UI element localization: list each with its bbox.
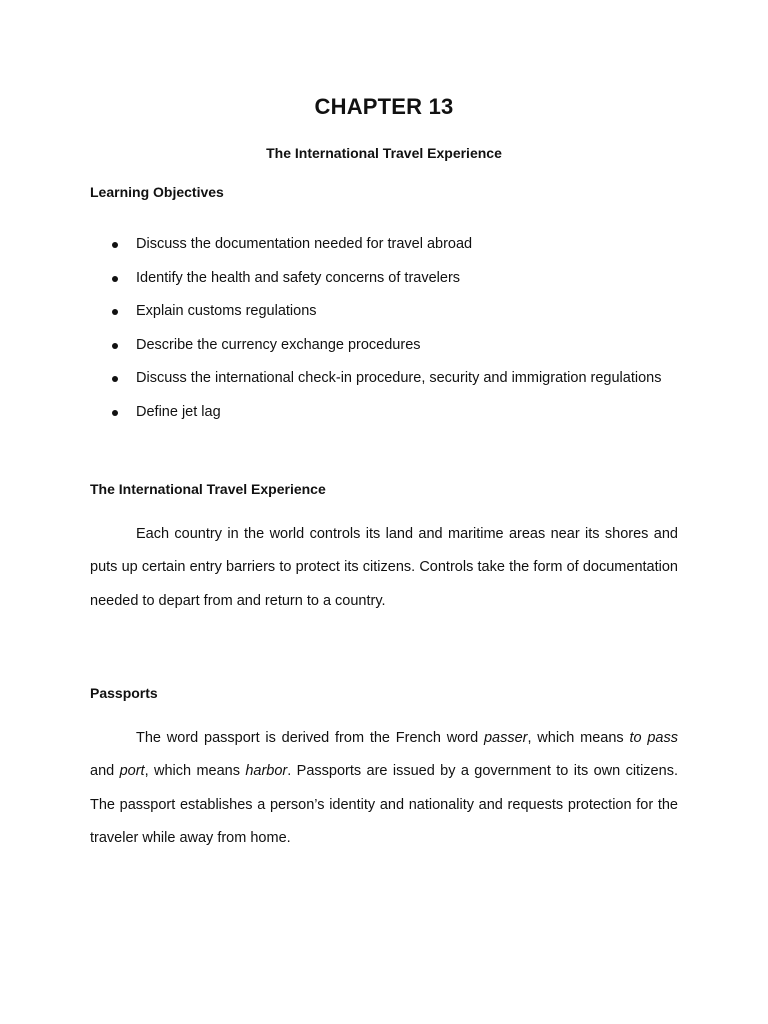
list-item [90,295,678,329]
objectives-heading: Learning Objectives [90,184,224,200]
objective-text: Describe the currency exchange procedures [136,336,421,353]
bullet-icon [112,309,118,315]
section-paragraph-travel-experience: Each country in the world controls its land and maritime areas near its shores and puts up certain entry barriers to protect its citizens. Controls take the form of documentation needed to depart from and return to a country. [90,526,678,609]
bullet-icon [112,376,118,382]
bullet-icon [112,410,118,416]
objective-text: Discuss the documentation needed for travel abroad [136,236,473,252]
chapter-title: CHAPTER 13 [314,94,454,119]
list-item [90,262,678,296]
list-item [90,362,678,396]
objective-text: Identify the health and safety concerns of travelers [136,269,461,286]
italic-term: passer [483,730,528,746]
bullet-icon [112,242,118,248]
bullet-icon [112,343,118,349]
list-item [90,396,678,430]
section-paragraph-passports: The word passport is derived from the French word passer, which means to pass and port, which means harbor. Passports are issued by a government to its own citizens. The passport establishes a person’s identity and nationality and requests protection for the traveler while away from home. [90,730,679,847]
chapter-subtitle: The International Travel Experience [266,145,502,161]
objective-text: Define jet lag [136,403,221,420]
objective-text: Discuss the international check-in procedure, security and immigration regulations [136,370,662,386]
objectives-list [90,228,678,429]
list-item [90,329,678,363]
section-heading-travel-experience: The International Travel Experience [90,481,326,497]
objective-text: Explain customs regulations [136,303,317,319]
list-item [90,228,678,262]
italic-term: port [119,763,145,780]
bullet-icon [112,276,118,282]
section-heading-passports: Passports [90,685,158,701]
italic-term: harbor [245,763,288,780]
italic-term: to pass [629,730,679,746]
